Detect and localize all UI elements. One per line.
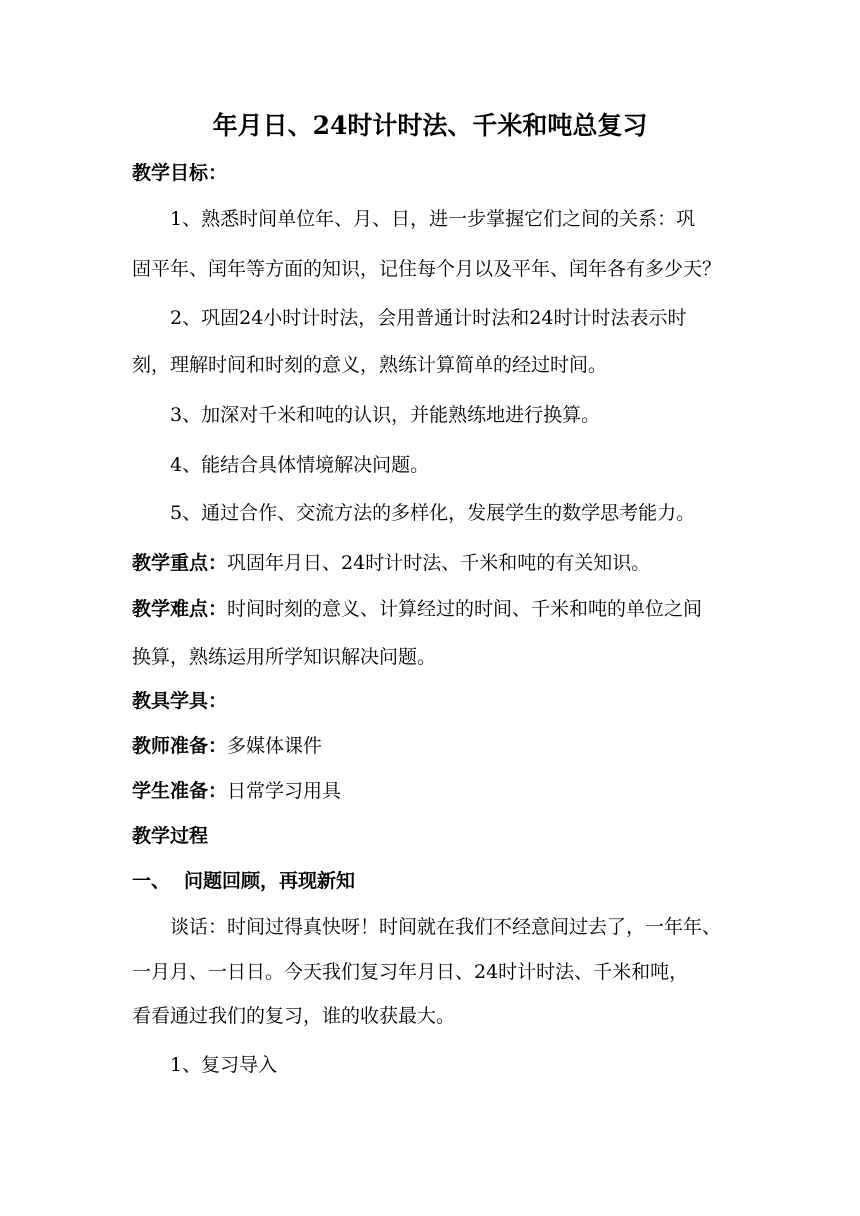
key-points — [132, 548, 650, 578]
difficulties-label: 教学难点： — [132, 598, 228, 620]
student-prep — [132, 776, 341, 806]
teacher-prep — [132, 731, 322, 761]
key-points-text: 巩固年月日、24时计时法、千米和吨的有关知识。 — [227, 552, 651, 574]
intro-line-3: 看看通过我们的复习，谁的收获最大。 — [132, 1005, 456, 1027]
section-1-heading — [132, 866, 355, 896]
difficulties — [132, 594, 702, 624]
goals-heading: 教学目标： — [132, 162, 228, 184]
step-1: 1、复习导入 — [170, 1054, 278, 1076]
goal-1-line-2: 固平年、闰年等方面的知识，记住每个月以及平年、闰年各有多少天？ — [132, 258, 722, 280]
key-points-label: 教学重点： — [132, 552, 228, 574]
difficulties-text-line-2: 换算，熟练运用所学知识解决问题。 — [132, 646, 437, 668]
student-prep-text: 日常学习用具 — [227, 780, 342, 802]
process-heading: 教学过程 — [132, 825, 209, 847]
tools-heading: 教具学具： — [132, 690, 228, 712]
teacher-prep-text: 多媒体课件 — [227, 735, 323, 757]
document-title: 年月日、24时计时法、千米和吨总复习 — [212, 111, 648, 140]
teacher-prep-label: 教师准备： — [132, 735, 228, 757]
section-1-title: 问题回顾，再现新知 — [184, 870, 356, 892]
goal-1-line-1: 1、熟悉时间单位年、月、日，进一步掌握它们之间的关系：巩 — [170, 208, 696, 230]
intro-line-2: 一月月、一日日。今天我们复习年月日、24时计时法、千米和吨， — [132, 961, 689, 983]
difficulties-text-line-1: 时间时刻的意义、计算经过的时间、千米和吨的单位之间 — [227, 598, 703, 620]
intro-line-1: 谈话：时间过得真快呀！时间就在我们不经意间过去了，一年年、 — [170, 916, 722, 938]
goal-5: 5、通过合作、交流方法的多样化，发展学生的数学思考能力。 — [170, 502, 696, 524]
goal-2-line-1: 2、巩固24小时计时法，会用普通计时法和24时计时法表示时 — [170, 307, 687, 329]
goal-2-line-2: 刻，理解时间和时刻的意义，熟练计算简单的经过时间。 — [132, 354, 608, 376]
section-1-number: 一、 — [132, 870, 171, 892]
goal-3: 3、加深对千米和吨的认识，并能熟练地进行换算。 — [170, 404, 601, 426]
goal-4: 4、能结合具体情境解决问题。 — [170, 454, 430, 476]
student-prep-label: 学生准备： — [132, 780, 228, 802]
